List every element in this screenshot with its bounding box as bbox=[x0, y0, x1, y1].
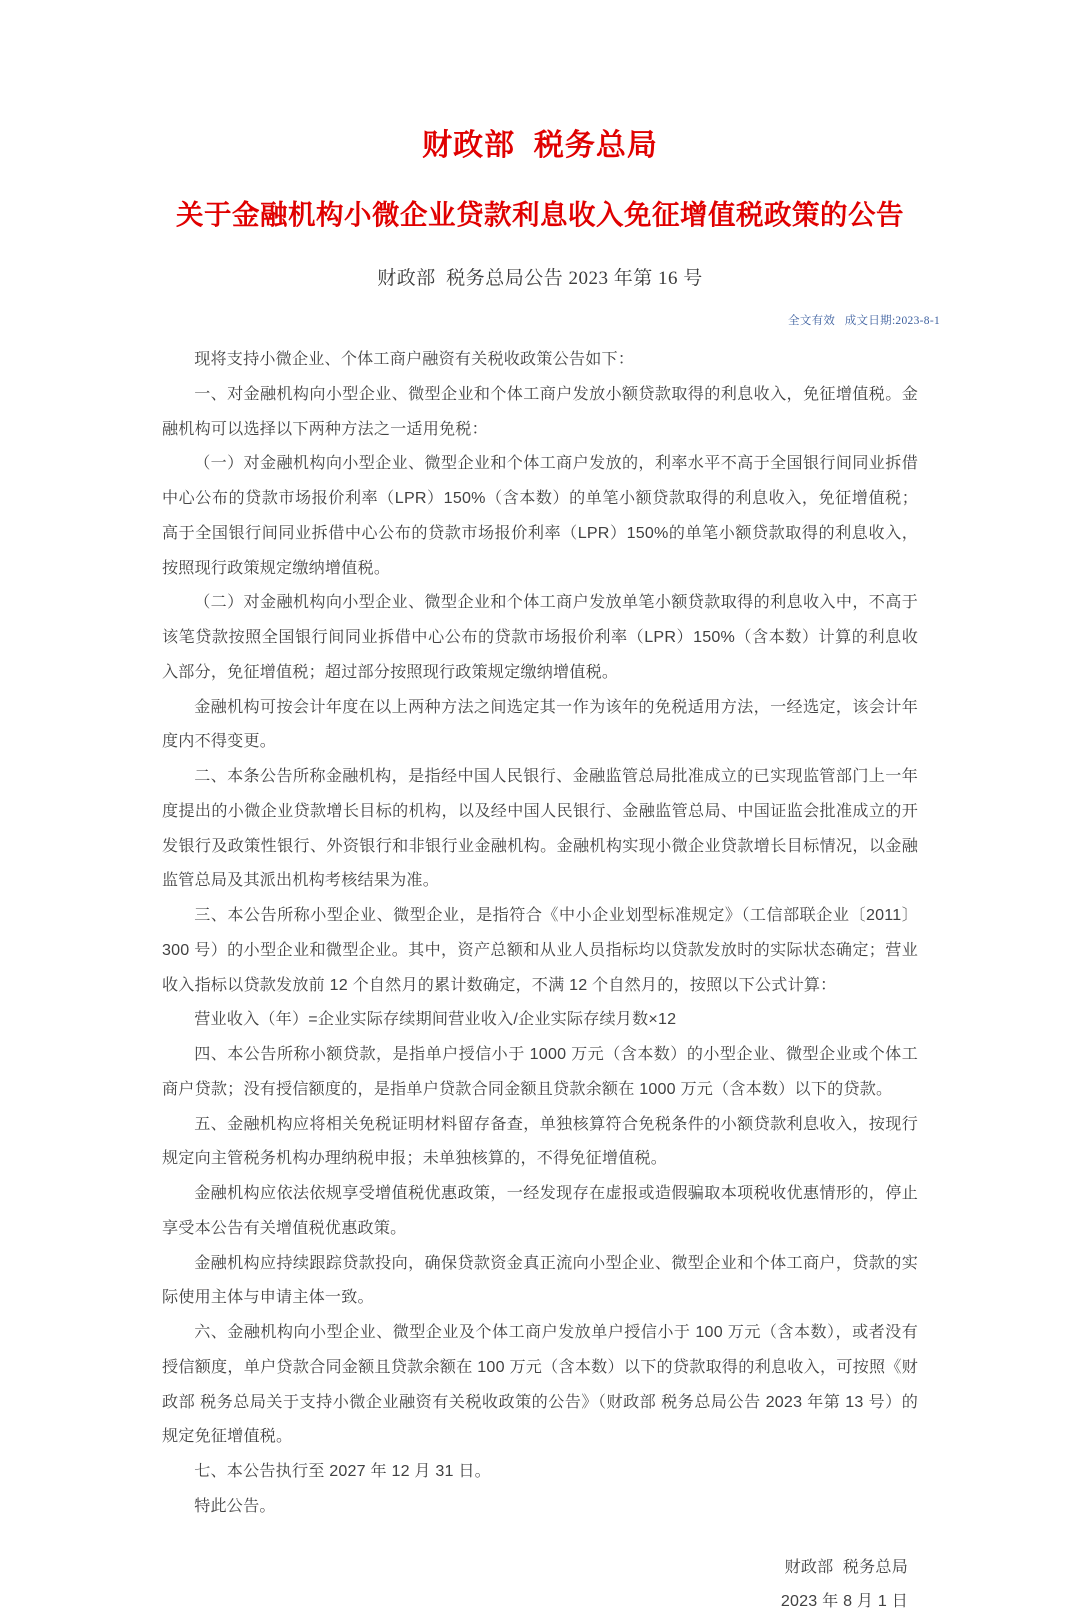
paragraph-article-1-item-1: （一）对金融机构向小型企业、微型企业和个体工商户发放的，利率水平不高于全国银行间同业拆借中心公布的贷款市场报价利率（LPR）150%（含本数）的单笔小额贷款取得的利息收入，免征增值税；高于全国银行间同业拆借中心公布的贷款市场报价利率（LPR）150%的单笔小额贷款取得的利息收入，按照现行政策规定缴纳增值税。 bbox=[162, 446, 918, 585]
document-body bbox=[162, 328, 918, 1524]
paragraph-article-5-note-2: 金融机构应持续跟踪贷款投向，确保贷款资金真正流向小型企业、微型企业和个体工商户，贷款的实际使用主体与申请主体一致。 bbox=[162, 1246, 918, 1316]
page-subtitle: 关于金融机构小微企业贷款利息收入免征增值税政策的公告 bbox=[0, 198, 1080, 231]
paragraph-article-3: 三、本公告所称小型企业、微型企业，是指符合《中小企业划型标准规定》（工信部联企业〔2011〕300 号）的小型企业和微型企业。其中，资产总额和从业人员指标均以贷款发放时的实际状态确定；营业收入指标以贷款发放前 12 个自然月的累计数确定，不满 12 个自然月的，按照以下公式计算： bbox=[162, 898, 918, 1002]
signature-block bbox=[152, 1550, 928, 1619]
paragraph-article-5-note-1: 金融机构应依法依规享受增值税优惠政策，一经发现存在虚报或造假骗取本项税收优惠情形的，停止享受本公告有关增值税优惠政策。 bbox=[162, 1176, 918, 1246]
paragraph-article-1-item-2: （二）对金融机构向小型企业、微型企业和个体工商户发放单笔小额贷款取得的利息收入中，不高于该笔贷款按照全国银行间同业拆借中心公布的贷款市场报价利率（LPR）150%（含本数）计算的利息收入部分，免征增值税；超过部分按照现行政策规定缴纳增值税。 bbox=[162, 585, 918, 689]
document-number: 财政部 税务总局公告 2023 年第 16 号 bbox=[0, 263, 1080, 290]
paragraph-article-7: 七、本公告执行至 2027 年 12 月 31 日。 bbox=[162, 1454, 918, 1489]
signature-date: 2023 年 8 月 1 日 bbox=[152, 1584, 908, 1619]
paragraph-closing: 特此公告。 bbox=[162, 1489, 918, 1524]
signature-issuer: 财政部 税务总局 bbox=[152, 1550, 908, 1585]
paragraph-article-1: 一、对金融机构向小型企业、微型企业和个体工商户发放小额贷款取得的利息收入，免征增值税。金融机构可以选择以下两种方法之一适用免税： bbox=[162, 377, 918, 447]
page-title: 财政部 税务总局 bbox=[0, 128, 1080, 164]
document-metadata: 全文有效 成文日期:2023-8-1 bbox=[0, 312, 1080, 328]
paragraph-intro: 现将支持小微企业、个体工商户融资有关税收政策公告如下： bbox=[162, 342, 918, 377]
paragraph-article-1-note: 金融机构可按会计年度在以上两种方法之间选定其一作为该年的免税适用方法，一经选定，该会计年度内不得变更。 bbox=[162, 690, 918, 760]
paragraph-article-3-formula: 营业收入（年）=企业实际存续期间营业收入/企业实际存续月数×12 bbox=[162, 1002, 918, 1037]
paragraph-article-4: 四、本公告所称小额贷款，是指单户授信小于 1000 万元（含本数）的小型企业、微型企业或个体工商户贷款；没有授信额度的，是指单户贷款合同金额且贷款余额在 1000 万元（含本数）以下的贷款。 bbox=[162, 1037, 918, 1107]
paragraph-article-5: 五、金融机构应将相关免税证明材料留存备查，单独核算符合免税条件的小额贷款利息收入，按现行规定向主管税务机构办理纳税申报；未单独核算的，不得免征增值税。 bbox=[162, 1107, 918, 1177]
document-header bbox=[0, 0, 1080, 290]
paragraph-article-2: 二、本条公告所称金融机构，是指经中国人民银行、金融监管总局批准成立的已实现监管部门上一年度提出的小微企业贷款增长目标的机构，以及经中国人民银行、金融监管总局、中国证监会批准成立的开发银行及政策性银行、外资银行和非银行业金融机构。金融机构实现小微企业贷款增长目标情况，以金融监管总局及其派出机构考核结果为准。 bbox=[162, 759, 918, 898]
paragraph-article-6: 六、金融机构向小型企业、微型企业及个体工商户发放单户授信小于 100 万元（含本数），或者没有授信额度，单户贷款合同金额且贷款余额在 100 万元（含本数）以下的贷款取得的利息收入，可按照《财政部 税务总局关于支持小微企业融资有关税收政策的公告》（财政部 税务总局公告 2023 年第 13 号）的规定免征增值税。 bbox=[162, 1315, 918, 1454]
